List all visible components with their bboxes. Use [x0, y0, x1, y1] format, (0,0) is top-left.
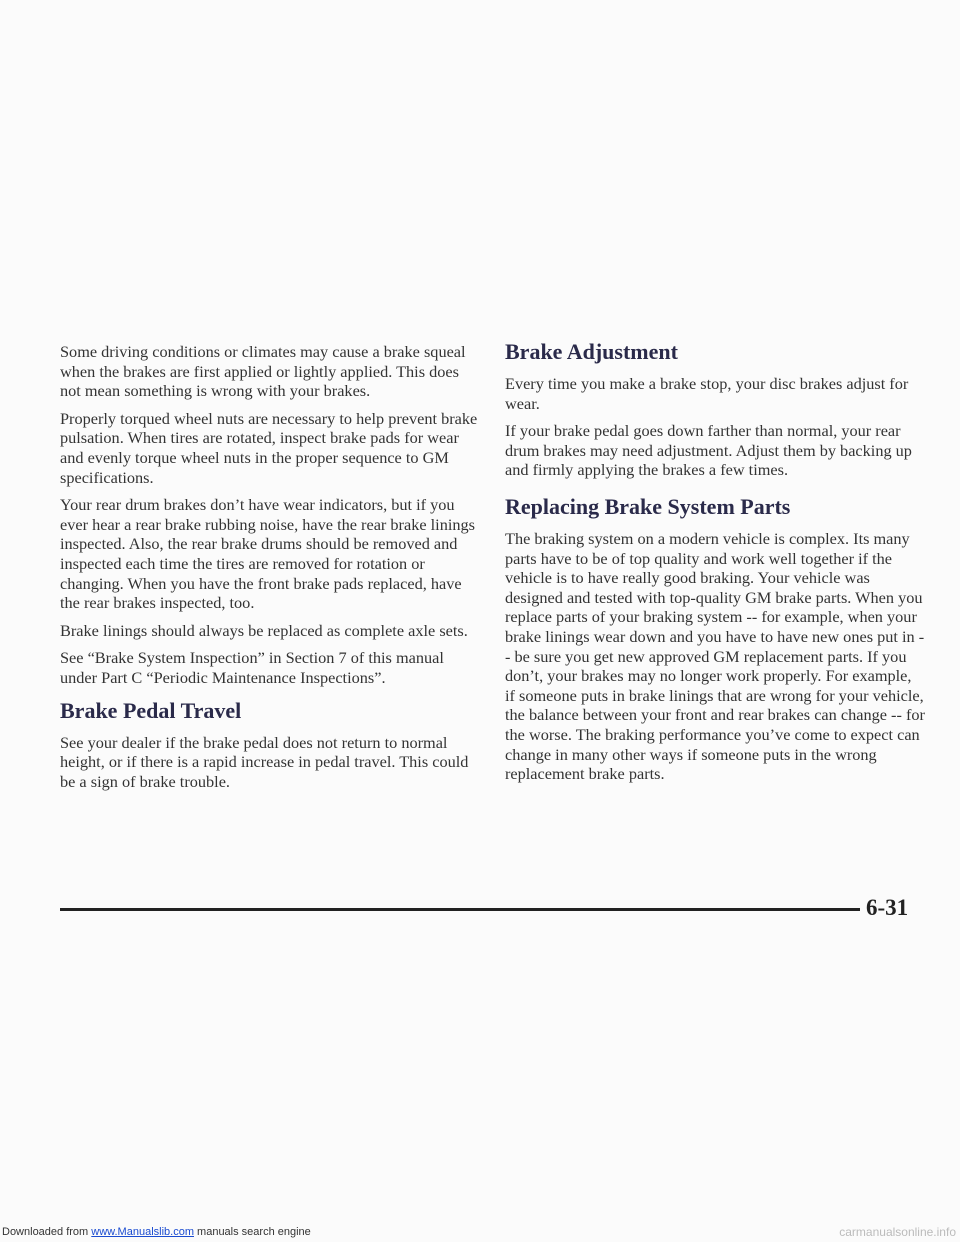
paragraph-wheel-nuts: Properly torqued wheel nuts are necessary to help prevent brake pulsation. When tires are rotated, inspect brake pads for wear and evenly torque wheel nuts in the proper sequence to GM specifications. — [60, 408, 478, 487]
left-column — [60, 342, 480, 799]
paragraph-pedal-travel: See your dealer if the brake pedal does not return to normal height, or if there is a rapid increase in pedal travel. This could be a sign of brake trouble. — [60, 732, 469, 791]
right-column — [505, 339, 925, 792]
download-footer — [2, 1226, 311, 1238]
manualslib-link[interactable]: www.Manualslib.com — [91, 1226, 194, 1238]
paragraph-disc-adjust: Every time you make a brake stop, your disc brakes adjust for wear. — [505, 374, 909, 413]
paragraph-replacing-parts: The braking system on a modern vehicle is complex. Its many parts have to be of top quality and work well together if the vehicle is to have really good braking. Your vehicle was designed and tested with top-quality GM brake parts. When you replace parts of your braking system -- for example, when your brake linings wear down and you have to have new ones put in -- be sure you get new approved GM replacement parts. If you don’t, your brakes may no longer work properly. For example, if someone puts in brake linings that are wrong for your vehicle, the balance between your front and rear brakes can change -- for the worse. The braking performance you’ve come to expect can change in many other ways if someone puts in the wrong replacement brake parts. — [505, 528, 925, 784]
paragraph-rear-drum: Your rear drum brakes don’t have wear indicators, but if you ever hear a rear brake rubbing noise, have the rear brake linings inspected. Also, the rear brake drums should be removed and inspected each time the tires are removed for rotation or changing. When you have the front brake pads replaced, have the rear brakes inspected, too. — [60, 495, 475, 613]
paragraph-drum-adjust: If your brake pedal goes down farther than normal, your rear drum brakes may need adjustment. Adjust them by backing up and firmly applying the brakes a few times. — [505, 421, 912, 480]
heading-replacing-parts: Replacing Brake System Parts — [505, 493, 791, 519]
footer-rule — [60, 908, 860, 911]
paragraph-axle-sets: Brake linings should always be replaced as complete axle sets. — [60, 620, 468, 640]
footer-suffix: manuals search engine — [193, 1226, 311, 1238]
page-number: 6-31 — [866, 895, 909, 920]
watermark: carmanualsonline.info — [839, 1225, 956, 1239]
paragraph-inspection-ref: See “Brake System Inspection” in Section 7 of this manual under Part C “Periodic Maintenance Inspections”. — [60, 648, 444, 687]
paragraph-brake-squeal: Some driving conditions or climates may cause a brake squeal when the brakes are first applied or lightly applied. This does not mean something is wrong with your brakes. — [60, 342, 466, 401]
footer-prefix: Downloaded from — [2, 1226, 92, 1238]
heading-brake-pedal-travel: Brake Pedal Travel — [60, 697, 242, 723]
heading-brake-adjustment: Brake Adjustment — [505, 339, 678, 364]
